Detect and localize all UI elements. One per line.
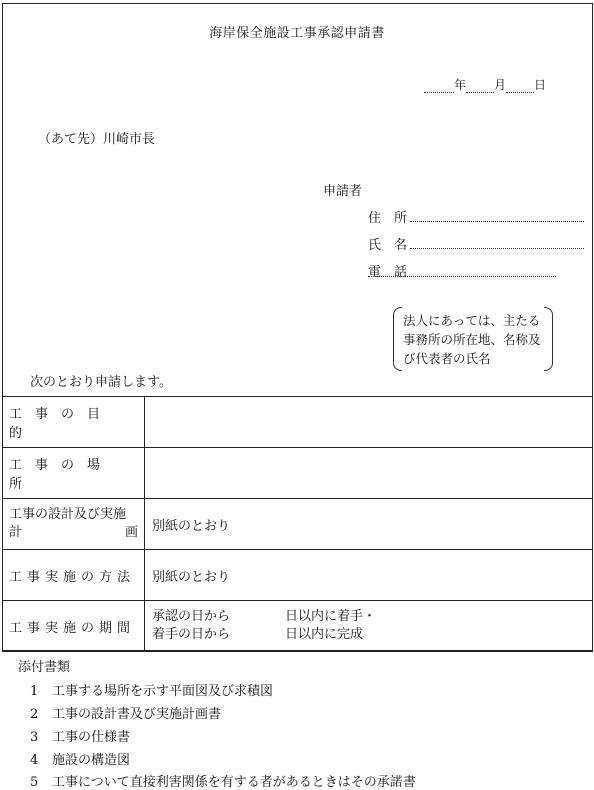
attachment-number: 4 [30, 753, 39, 768]
phone-field[interactable] [368, 275, 556, 277]
method-value[interactable]: 別紙のとおり [145, 550, 593, 601]
addressee: （あて先）川崎市長 [38, 132, 156, 147]
period-line1-right: 日以内に着手・ [285, 609, 377, 624]
day-field[interactable] [506, 80, 534, 93]
note-text: 法人にあっては、主たる事務所の所在地、名称及び代表者の氏名 [403, 313, 541, 366]
design-label-line2-b: 画 [124, 525, 138, 540]
design-value[interactable]: 別紙のとおり [145, 499, 593, 550]
name-field[interactable] [410, 247, 584, 249]
method-label: 工事実施の方法 [9, 569, 136, 585]
purpose-label-cell [3, 397, 145, 448]
attachment-number: 5 [30, 775, 39, 790]
location-label-text: 工事の場所 [9, 458, 114, 492]
period-value[interactable] [145, 601, 593, 652]
purpose-label [9, 403, 138, 441]
method-label-cell [3, 550, 145, 601]
attachment-text: 工事する場所を示す平面図及び求積図 [52, 684, 274, 699]
address-label: 住 所 [368, 211, 408, 226]
note-bracket-left [393, 307, 402, 371]
table-row [3, 448, 593, 499]
period-line-2 [152, 626, 592, 644]
address-field[interactable] [410, 220, 584, 222]
name-label: 氏 名 [368, 238, 408, 253]
design-label [9, 506, 138, 542]
design-label-line2 [9, 524, 138, 542]
month-label: 月 [494, 78, 507, 92]
phone-label: 電 話 [368, 265, 408, 280]
period-label-cell [3, 601, 145, 652]
table-row [3, 601, 593, 652]
table-row [3, 499, 593, 550]
purpose-label-text: 工事の目的 [9, 407, 114, 441]
attachment-text: 工事の設計書及び実施計画書 [52, 707, 222, 722]
attachments-heading: 添付書類 [18, 660, 71, 675]
list-item [30, 749, 130, 768]
period-line2-left: 着手の日から [152, 627, 231, 642]
corporate-note [393, 307, 553, 369]
list-item [30, 703, 221, 722]
year-label: 年 [454, 78, 467, 92]
attachment-number: 1 [30, 684, 39, 699]
month-field[interactable] [466, 80, 494, 93]
attachment-text: 工事の仕様書 [52, 730, 131, 745]
period-label: 工事実施の期間 [9, 620, 136, 636]
purpose-value[interactable] [145, 397, 593, 448]
design-label-line1: 工事の設計及び実施 [9, 507, 127, 522]
design-label-line2-a: 計 [9, 525, 23, 540]
table-row [3, 397, 593, 448]
attachment-text: 施設の構造図 [52, 753, 131, 768]
list-item [30, 680, 273, 699]
period-line1-left: 承認の日から [152, 609, 231, 624]
period-line-1 [152, 608, 592, 626]
applicant-label: 申請者 [323, 184, 363, 199]
date-line [424, 76, 546, 93]
location-value[interactable] [145, 448, 593, 499]
table-row [3, 550, 593, 601]
design-label-cell [3, 499, 145, 550]
application-table [2, 396, 593, 652]
location-label [9, 454, 138, 492]
year-field[interactable] [424, 80, 454, 93]
period-line2-right: 日以内に完成 [285, 627, 364, 642]
day-label: 日 [534, 78, 547, 92]
period-lines [152, 608, 592, 644]
attachment-number: 3 [30, 730, 39, 745]
intro-text: 次のとおり申請します。 [30, 375, 172, 390]
location-label-cell [3, 448, 145, 499]
list-item [30, 771, 416, 790]
list-item [30, 726, 130, 745]
attachment-text: 工事について直接利害関係を有する者があるときはその承諾書 [52, 775, 416, 790]
form-title: 海岸保全施設工事承認申請書 [209, 26, 385, 41]
attachment-number: 2 [30, 707, 39, 722]
